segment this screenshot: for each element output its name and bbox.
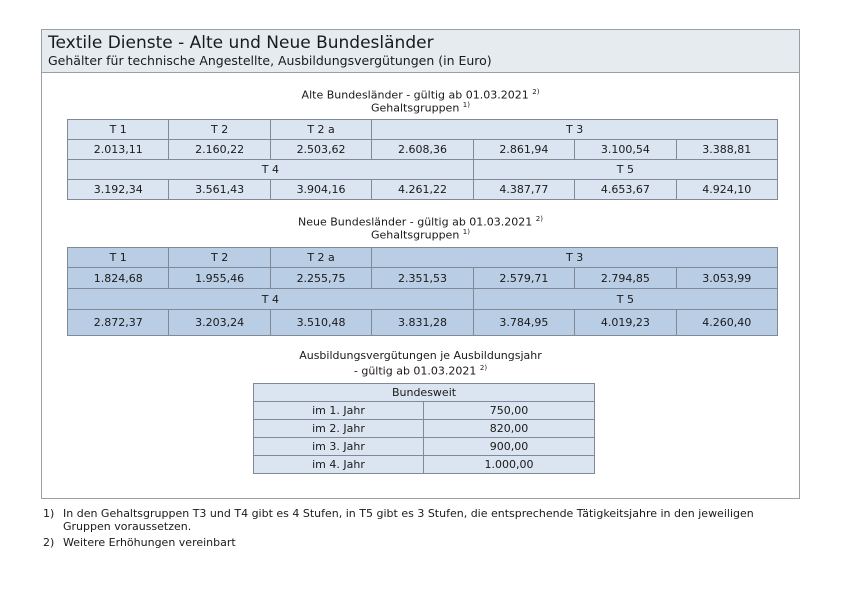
alte-caption-2: Gehaltsgruppen $^{1)}$ [371,101,470,115]
table-cell: 3.561,43 [169,180,270,200]
table-cell: 3.831,28 [372,310,473,336]
table-cell: 2.579,71 [473,268,574,289]
table-cell: 3.784,95 [473,310,574,336]
group-header-t2: T 2 [169,248,270,268]
table-row [254,420,595,438]
neue-caption-2: Gehaltsgruppen $^{1)}$ [371,228,470,242]
table-cell: 3.100,54 [575,140,676,160]
neue-caption-1: Neue Bundesländer - gültig ab 01.03.2021 $^{2)}$ [298,215,543,229]
table-row [68,120,778,140]
group-header-t3: T 3 [372,248,778,268]
group-header-t5: T 5 [473,289,777,310]
table-row [68,268,778,289]
table-cell: 3.203,24 [169,310,270,336]
group-header-t2a: T 2 a [270,120,371,140]
group-header-t5: T 5 [473,160,777,180]
table-cell: 2.160,22 [169,140,270,160]
ausbildung-caption-2: - gültig ab 01.03.2021 $^{2)}$ [353,364,488,378]
document-frame [41,29,800,499]
table-cell: 3.192,34 [68,180,169,200]
table-row [68,310,778,336]
group-header-t3: T 3 [372,120,778,140]
page-subtitle: Gehälter für technische Angestellte, Ausbildungsvergütungen (in Euro) [48,53,492,68]
group-header-t1: T 1 [68,248,169,268]
header [42,30,799,73]
table-row [68,160,778,180]
footnote-number: 1) [43,507,55,520]
year-value: 900,00 [424,438,595,456]
ausbildung-caption-1: Ausbildungsvergütungen je Ausbildungsjahr [299,349,542,362]
group-header-t2: T 2 [169,120,270,140]
bundesweit-header: Bundesweit [254,384,595,402]
footnote-text: Weitere Erhöhungen vereinbart [63,536,236,549]
table-cell: 2.503,62 [270,140,371,160]
group-header-t1: T 1 [68,120,169,140]
table-cell: 4.260,40 [676,310,777,336]
ausbildung-table [253,383,595,474]
table-cell: 3.510,48 [270,310,371,336]
year-label: im 2. Jahr [254,420,424,438]
page-title: Textile Dienste - Alte und Neue Bundesländer [48,33,434,53]
footnote-2 [43,536,783,550]
alte-salary-table [67,119,778,200]
table-cell: 4.019,23 [575,310,676,336]
table-cell: 1.955,46 [169,268,270,289]
group-header-t4: T 4 [68,289,474,310]
table-row [254,456,595,474]
table-cell: 3.904,16 [270,180,371,200]
table-cell: 4.261,22 [372,180,473,200]
year-label: im 3. Jahr [254,438,424,456]
table-cell: 2.872,37 [68,310,169,336]
group-header-t2a: T 2 a [270,248,371,268]
table-cell: 1.824,68 [68,268,169,289]
table-cell: 3.053,99 [676,268,777,289]
table-cell: 2.608,36 [372,140,473,160]
table-row [254,384,595,402]
table-cell: 2.861,94 [473,140,574,160]
table-row [254,402,595,420]
table-row [254,438,595,456]
table-cell: 2.794,85 [575,268,676,289]
table-cell: 2.351,53 [372,268,473,289]
table-row [68,289,778,310]
footnote-number: 2) [43,536,55,549]
table-cell: 2.255,75 [270,268,371,289]
table-cell: 2.013,11 [68,140,169,160]
table-row [68,248,778,268]
neue-salary-table [67,247,778,336]
alte-caption-1: Alte Bundesländer - gültig ab 01.03.2021 $^{2)}$ [301,88,540,102]
table-cell: 4.653,67 [575,180,676,200]
year-label: im 4. Jahr [254,456,424,474]
table-cell: 4.924,10 [676,180,777,200]
footnote-1 [43,507,783,535]
group-header-t4: T 4 [68,160,474,180]
table-row [68,140,778,160]
year-label: im 1. Jahr [254,402,424,420]
year-value: 820,00 [424,420,595,438]
table-cell: 3.388,81 [676,140,777,160]
year-value: 1.000,00 [424,456,595,474]
table-row [68,180,778,200]
footnote-text: In den Gehaltsgruppen T3 und T4 gibt es 4 Stufen, in T5 gibt es 3 Stufen, die entsprechende Tätigkeitsjahre in den jeweiligen Gruppen voraussetzen. [63,507,754,533]
table-cell: 4.387,77 [473,180,574,200]
year-value: 750,00 [424,402,595,420]
